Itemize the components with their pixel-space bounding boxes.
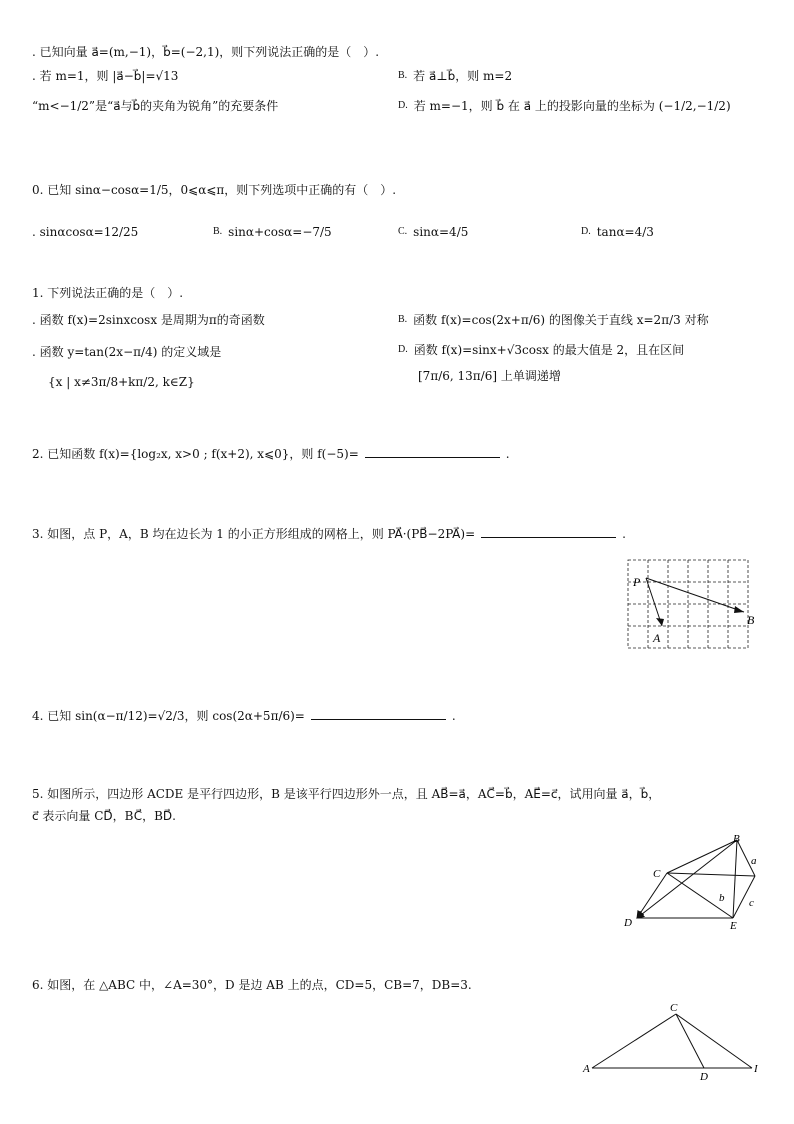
q15-parallelogram-figure bbox=[615, 826, 775, 936]
q11-option-d-line2: [7π/6, 13π/6] 上单调递增 bbox=[418, 369, 561, 383]
arrowhead-a bbox=[656, 618, 664, 626]
q10-option-d: D. tanα=4/3 bbox=[581, 225, 654, 239]
q14-stem: 4. 已知 sin(α−π/12)=√2/3，则 cos(2α+5π/6)= . bbox=[32, 709, 456, 723]
q9-option-c: “m<−1/2”是“a⃗与b⃗的夹角为锐角”的充要条件 bbox=[32, 99, 279, 113]
q10-option-b: B. sinα+cosα=−7/5 bbox=[213, 225, 332, 239]
label-a: A bbox=[583, 1063, 590, 1075]
label-vec-c: c bbox=[749, 897, 754, 909]
label-vec-b: b bbox=[719, 892, 725, 904]
label-b: B bbox=[733, 833, 740, 845]
segment-cb bbox=[676, 1014, 752, 1068]
answer-blank[interactable] bbox=[481, 527, 616, 538]
arrowhead-b bbox=[734, 606, 744, 613]
label-c: C bbox=[653, 868, 661, 880]
label-b: I bbox=[754, 1063, 758, 1075]
q11-option-d-line1: D. 函数 f(x)=sinx+√3cosx 的最大值是 2，且在区间 bbox=[398, 343, 685, 357]
answer-blank[interactable] bbox=[311, 709, 446, 720]
q13-grid-figure bbox=[620, 556, 760, 652]
q11-option-c-line1: . 函数 y=tan(2x−π/4) 的定义域是 bbox=[32, 345, 222, 359]
q10-stem: 0. 已知 sinα−cosα=1/5，0⩽α⩽π，则下列选项中正确的有（ ）. bbox=[32, 183, 397, 197]
q15-line1: 5. 如图所示，四边形 ACDE 是平行四边形，B 是该平行四边形外一点，且 AB⃗=a⃗，AC⃗=b⃗，AE⃗=c⃗，试用向量 a⃗，b⃗， bbox=[32, 787, 661, 801]
q9-option-d: D. 若 m=−1，则 b⃗ 在 a⃗ 上的投影向量的坐标为 (−1/2,−1/2) bbox=[398, 99, 731, 113]
label-c: C bbox=[670, 1002, 678, 1014]
vector-pb bbox=[646, 578, 744, 612]
segment-ca bbox=[667, 873, 755, 876]
segment-ac bbox=[592, 1014, 676, 1068]
q16-stem: 6. 如图，在 △ABC 中，∠A=30°，D 是边 AB 上的点，CD=5，CB=7，DB=3. bbox=[32, 978, 472, 992]
q15-line2: c⃗ 表示向量 CD⃗，BC⃗，BD⃗. bbox=[32, 809, 176, 823]
label-d: D bbox=[700, 1071, 708, 1082]
q11-option-c-line2: {x | x≠3π/8+kπ/2, k∈Z} bbox=[48, 375, 195, 389]
segment-eb bbox=[733, 840, 737, 918]
segment-cb bbox=[667, 840, 737, 873]
label-p: P bbox=[633, 575, 641, 589]
q11-option-a: . 函数 f(x)=2sinxcosx 是周期为π的奇函数 bbox=[32, 313, 265, 327]
segment-cd bbox=[637, 873, 667, 918]
q10-option-a: . sinαcosα=12/25 bbox=[32, 225, 139, 239]
segment-cd bbox=[676, 1014, 704, 1068]
label-vec-a: a bbox=[751, 855, 757, 867]
answer-blank[interactable] bbox=[365, 447, 500, 458]
label-e: E bbox=[730, 920, 737, 932]
grid-lines bbox=[628, 560, 748, 648]
q13-stem: 3. 如图，点 P，A，B 均在边长为 1 的小正方形组成的网格上，则 PA⃗·(PB⃗−2PA⃗)= . bbox=[32, 527, 626, 541]
label-a: A bbox=[653, 631, 661, 645]
q9-stem: . 已知向量 a⃗=(m,−1)，b⃗=(−2,1)，则下列说法正确的是（ ）. bbox=[32, 45, 380, 59]
q10-option-c: C. sinα=4/5 bbox=[398, 225, 469, 239]
q11-option-b: B. 函数 f(x)=cos(2x+π/6) 的图像关于直线 x=2π/3 对称 bbox=[398, 313, 709, 327]
q9-option-b: B. 若 a⃗⊥b⃗，则 m=2 bbox=[398, 69, 513, 83]
segment-bd bbox=[637, 840, 737, 918]
label-d: D bbox=[624, 917, 632, 929]
label-b: B bbox=[747, 613, 755, 627]
q12-stem: 2. 已知函数 f(x)={log₂x, x>0 ; f(x+2), x⩽0}，则 f(−5)= . bbox=[32, 447, 510, 461]
q9-option-a: . 若 m=1，则 |a⃗−b⃗|=√13 bbox=[32, 69, 179, 83]
q16-triangle-figure bbox=[580, 998, 766, 1082]
q11-stem: 1. 下列说法正确的是（ ）. bbox=[32, 286, 184, 300]
